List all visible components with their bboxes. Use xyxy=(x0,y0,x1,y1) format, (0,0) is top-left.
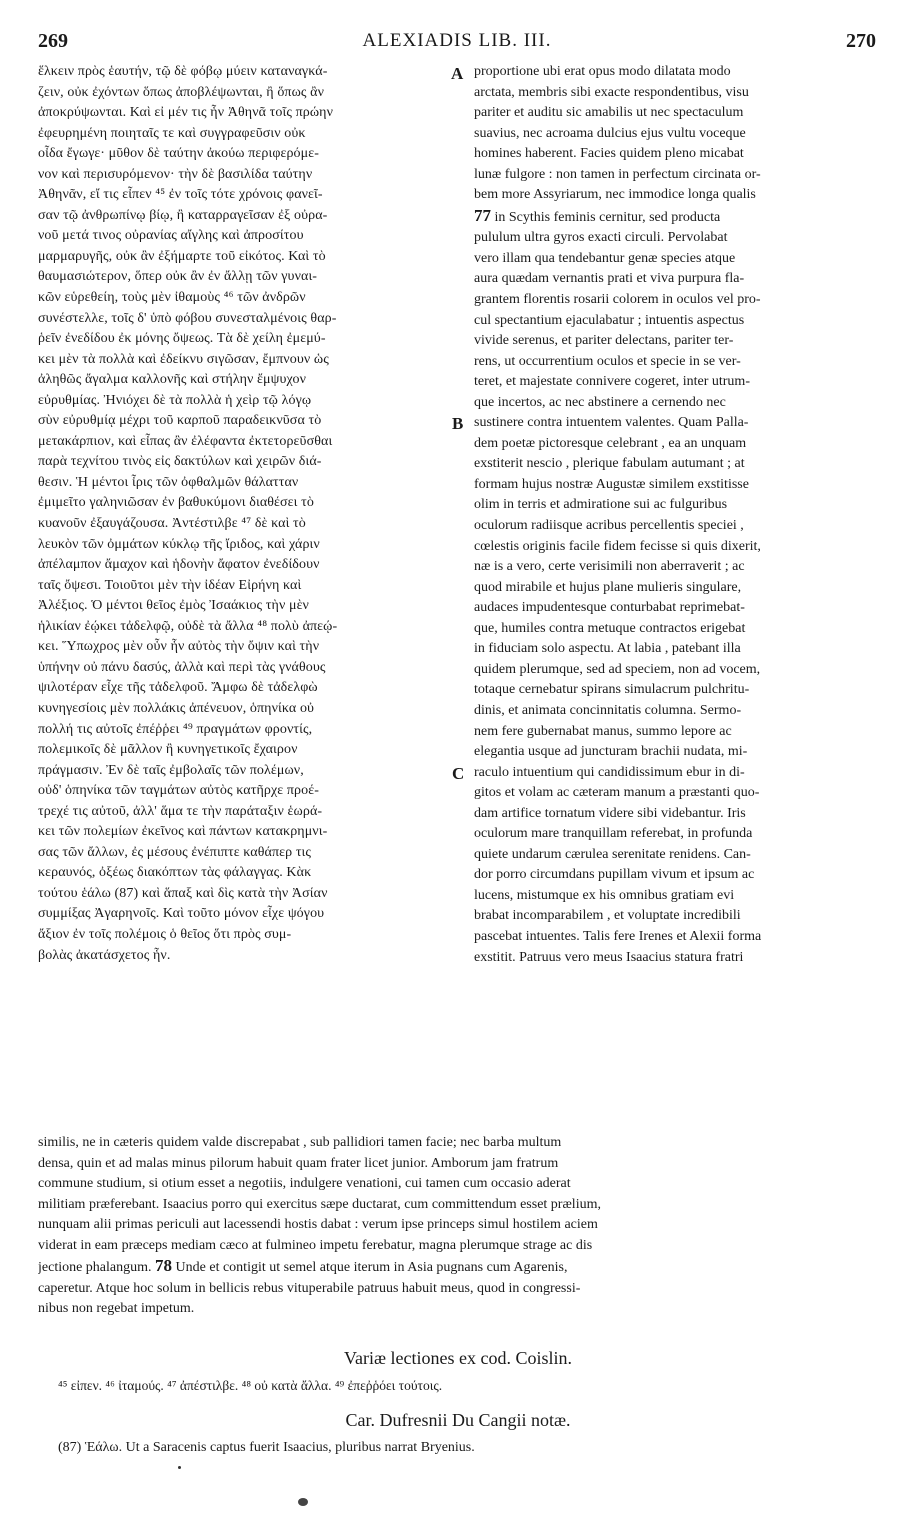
latin-text-line: quidem plerumque, sed ad speciem, non ad vocem, xyxy=(474,661,761,677)
greek-text-line: ἕλκειν πρὸς ἑαυτήν, τῷ δὲ φόβῳ μύειν καταναγκά- xyxy=(38,64,328,79)
greek-text-line: οἶδα ἔγωγε· μῦθον δὲ ταύτην ἀκούω περιφερόμε- xyxy=(38,146,320,162)
greek-text-line: ταῖς ὄψεσι. Τοιοῦτοι μὲν τὴν ἰδέαν Εἰρήνη καὶ xyxy=(38,577,302,593)
latin-text-line: in fiduciam solo aspectu. At labia , patebant illa xyxy=(474,641,741,657)
latin-text-line: quod mirabile et hujus plane mulieris singulare, xyxy=(474,579,742,595)
latin-text-line: lucens, mistumque ex his omnibus gratiam evi xyxy=(474,887,735,903)
greek-text-line: νοῦ μετά τινος οὐρανίας αἴγλης καὶ ἀπροσίτου xyxy=(38,228,304,244)
greek-text-line: πολλή τις αὐτοῖς ἐπέῤῥει ⁴⁹ πραγμάτων φροντίς, xyxy=(38,721,313,737)
latin-text-line: grantem florentis rosarii colorem in oculos vel pro- xyxy=(474,292,761,308)
greek-text-line: ψιλοτέραν εἶχε τῆς τἀδελφοῦ. Ἄμφω δὲ τἀδελφὼ xyxy=(38,680,318,696)
latin-text-line: nibus non regebat impetum. xyxy=(38,1301,195,1316)
ink-speck xyxy=(178,1466,181,1469)
ink-smudge xyxy=(298,1498,308,1506)
latin-text-line: lunæ fulgore : non tamen in perfectum circinata or- xyxy=(474,166,761,182)
latin-text-line: exstiterit nescio , plerique fabulam autumant ; at xyxy=(474,456,745,472)
latin-text-line: bem more Assyriarum, nec immodice longa qualis xyxy=(474,187,756,203)
greek-text-line: οὐδ' ὁπηνίκα τῶν ταγμάτων αὐτὸς κατῆρχε προέ- xyxy=(38,783,319,799)
section-marker-c: C xyxy=(452,764,465,783)
greek-text-line: κυνηγεσίοις μὲν πολλάκις ἀπένευον, ὁπηνίκα οὐ xyxy=(38,700,315,716)
latin-text-line: 77 in Scythis feminis cernitur, sed producta xyxy=(474,205,721,225)
greek-text-line: κει. Ὕπωχρος μὲν οὖν ἦν αὐτὸς τὴν ὄψιν καὶ τὴν xyxy=(38,639,320,655)
latin-full-width-text xyxy=(38,1133,878,1320)
greek-text-line: βολὰς ἀκατάσχετος ἦν. xyxy=(38,947,171,963)
page-header xyxy=(38,30,876,58)
latin-text-line: næ is a vero, certe verisimili non aberraverit ; ac xyxy=(474,559,745,575)
latin-text-line: dem poetæ pictoresque celebrant , ea an unquam xyxy=(474,435,747,451)
greek-text-line: σὺν εὐρυθμίᾳ μέχρι τοῦ καρποῦ παραδεικνῦσα τὸ xyxy=(38,413,322,429)
latin-text-line: gitos et volam ac cæteram manum a præstanti quo- xyxy=(474,785,760,801)
latin-text-line: rens, ut occurrentium oculos et specie in se ver- xyxy=(474,353,741,369)
greek-text-line: νον καὶ περισυρόμενον· τὴν δὲ βασιλίδα ταύτην xyxy=(38,166,313,182)
latin-text-line: commune studium, si otium esset a negotiis, indulgere venationi, cui tamen cum occasio aderat xyxy=(38,1176,571,1191)
greek-text-line: ἄξιον ἐν τοῖς πολέμοις ὁ θεῖος ὅτι πρὸς συμ- xyxy=(38,926,292,942)
latin-text-line: homines haberent. Facies quidem pleno micabat xyxy=(474,146,744,162)
latin-text-line: arctata, membris sibi exacte respondentibus, visu xyxy=(474,84,749,100)
page-number-left: 269 xyxy=(38,30,68,52)
greek-text-line: ἐμιμεῖτο γαληνιῶσαν ἐν βαθυκύμονι διαθέσει τὸ xyxy=(38,495,314,511)
greek-text-line: σαν τῷ ἀνθρωπίνῳ βίῳ, ἢ καταρραγεῖσαν ἐξ οὐρα- xyxy=(38,207,328,223)
greek-text-line: τούτου ἑάλω (87) καὶ ἅπαξ καὶ δὶς κατὰ τὴν Ἀσίαν xyxy=(38,885,328,901)
latin-text-line: pariter et auditu sic amabilis ut nec spectaculum xyxy=(474,105,744,121)
greek-text-line: πράγμασιν. Ἐν δὲ ταῖς ἐμβολαῖς τῶν πολέμων, xyxy=(38,762,304,778)
greek-text-line: ἐφευρημένη ποιηταῖς τε καὶ συγγραφεῦσιν οὐκ xyxy=(38,125,306,141)
section-number: 78 xyxy=(155,1256,173,1275)
greek-text-line: θαυμασιώτερον, ὅπερ οὐκ ἂν ἐν ἄλλῃ τῶν γυναι- xyxy=(38,269,318,285)
note-87: (87) Ἑάλω. Ut a Saracenis captus fuerit Isaacius, pluribus narrat Bryenius. xyxy=(58,1440,475,1455)
latin-text-line: vero illam qua tendebantur genæ species atque xyxy=(474,250,736,266)
running-title: ALEXIADIS LIB. III. xyxy=(362,30,552,51)
latin-text-line: oculorum mare tranquillam referebat, in profunda xyxy=(474,826,753,842)
greek-text-line: λευκὸν τῶν ὀμμάτων κύκλῳ τῆς ἴριδος, καὶ χάριν xyxy=(38,536,320,552)
latin-text-line: vivide serenus, et pariter delectans, pariter ter- xyxy=(474,333,734,349)
greek-text-line: εὐρυθμίας. Ἠνιόχει δὲ τὰ πολλὰ ἡ χεὶρ τῷ λόγῳ xyxy=(38,392,312,408)
greek-text-line: κει τῶν πολεμίων ἐκεῖνος καὶ πάντων κατακρημνι- xyxy=(38,824,328,840)
greek-text-line: Ἀθηνᾶν, εἴ τις εἶπεν ⁴⁵ ἐν τοῖς τότε χρόνοις φανεῖ- xyxy=(38,187,323,203)
latin-text-line: olim in terris et admiratione sui ac fulguribus xyxy=(474,497,728,513)
latin-text-line: viderat in eam præceps mediam cæco at fulmineo impetu ferebatur, magna plerumque strage ac dis xyxy=(38,1237,593,1253)
latin-text-line: audaces impudentesque conturbabat reprimebat- xyxy=(474,600,745,616)
latin-text-line: caperetur. Atque hoc solum in bellicis rebus vituperabile patruus habuit meus, quod in congressi- xyxy=(38,1280,581,1296)
section-marker-a: A xyxy=(451,64,464,83)
variae-lectiones-heading: Variæ lectiones ex cod. Coislin. xyxy=(344,1348,572,1368)
latin-text-line: cul spectantium ejaculabatur ; intuentis aspectus xyxy=(474,312,745,328)
greek-text-line: κυανοῦν ἐξαυγάζουσα. Ἀντέστιλβε ⁴⁷ δὲ καὶ τὸ xyxy=(38,516,306,532)
latin-text-line: que incertos, ac nec abstinere a cernendo nec xyxy=(474,394,726,410)
greek-text-line: σας τῶν ἄλλων, ἐς μέσους ἐνέπιπτε καθάπερ τις xyxy=(38,844,312,860)
greek-text-line: κεραυνός, ὀξέως διακόπτων τὰς φάλαγγας. Κὰκ xyxy=(38,865,312,881)
greek-text-line: ἀπέλαμπον ἄμαχον καὶ ἡδονὴν ἄφατον ἐνεδίδουν xyxy=(38,557,320,573)
latin-text-line: aura quædam vernantis prati et viva purpura fla- xyxy=(474,271,745,287)
greek-text-line: συνέστελλε, τοῖς δ' ὑπὸ φόβου συνεσταλμένοις θαρ- xyxy=(38,310,337,326)
section-marker-b: B xyxy=(452,414,464,433)
greek-text-line: πολεμικοῖς δὲ μᾶλλον ἢ κυνηγετικοῖς ἔχαιρον xyxy=(38,742,298,758)
greek-text-line: Ἀλέξιος. Ὁ μέντοι θεῖος ἐμὸς Ἰσαάκιος τὴν μὲν xyxy=(38,598,309,614)
latin-text-line: nem fere gubernabat manus, summo lepore ac xyxy=(474,723,732,739)
latin-text-line: quiete undarum cærulea serenitate renidens. Can- xyxy=(474,846,751,862)
section-number: 77 xyxy=(474,205,491,225)
greek-text-line: ὑπήνην οὐ πάνυ δασύς, ἀλλὰ καὶ περὶ τὰς γνάθους xyxy=(38,659,326,675)
latin-text-line: pululum ultra gyros exacti circuli. Pervolabat xyxy=(474,230,728,246)
latin-text-line: cœlestis originis facile fidem fecisse si quis dixerit, xyxy=(474,538,761,554)
greek-text-line: τρεχέ τις αὐτοῦ, ἀλλ' ἅμα τε τὴν παράταξιν ἑωρά- xyxy=(38,803,323,819)
greek-text-line: ἀληθῶς ἄγαλμα καλλονῆς καὶ στήλην ἔμψυχον xyxy=(38,372,307,388)
latin-text-line: formam hujus nostræ Augustæ similem exstitisse xyxy=(474,476,749,492)
greek-text-line: παρὰ τεχνίτου τινὸς εἰς δακτύλων καὶ χειρῶν διά- xyxy=(38,454,322,470)
latin-text-line: totaque cernebatur spirans simulacrum pulchritu- xyxy=(474,682,750,698)
latin-text-line: dam artifice tornatum videre sibi videbantur. Iris xyxy=(474,805,746,821)
latin-text-line: suavius, nec acroama dulcius ejus vultu voceque xyxy=(474,125,746,141)
greek-text-line: κει μὲν τὰ πολλὰ καὶ ἐδείκνυ σιγῶσαν, ἔμπνουν ὡς xyxy=(38,351,329,367)
greek-text-line: θεσιν. Ἡ μέντοι ἶρις τῶν ὀφθαλμῶν θάλατταν xyxy=(38,474,299,490)
latin-text-line: jectione phalangum. 78 Unde et contigit ut semel atque iterum in Asia pugnans cum Agarenis, xyxy=(38,1256,568,1275)
latin-text-line: elegantia usque ad juncturam brachii nudata, mi- xyxy=(474,744,748,760)
greek-text-line: κῶν εὑρεθείη, τοὺς μὲν ἰθαμοὺς ⁴⁶ τῶν ἀνδρῶν xyxy=(38,290,306,306)
latin-text-line: dinis, et animata concinnitatis columna. Sermo- xyxy=(474,702,742,718)
greek-text-line: μαρμαρυγῆς, οὐκ ἂν ἐξήμαρτε τοῦ εἰκότος. Καὶ τὸ xyxy=(38,248,326,264)
latin-text-line: oculorum radiisque acribus percellentis speciei , xyxy=(474,518,744,534)
latin-text-line: brabat incomparabilem , et voluptate incredibili xyxy=(474,908,741,924)
greek-text-line: ζειν, οὐκ ἐχόντων ὅπως ἀποβλέψωνται, ἢ ὅπως ἂν xyxy=(38,84,325,100)
latin-text-line: militiam præferebant. Isaacius porro qui exercitus sæpe ductarat, cum committendum esset prælium, xyxy=(38,1196,601,1212)
latin-text-line: pascebat intuentes. Talis fere Irenes et Alexii forma xyxy=(474,928,762,944)
greek-text-line: συμμίξας Ἀγαρηνοῖς. Καὶ τοῦτο μόνον εἶχε ψόγου xyxy=(38,906,325,922)
latin-text-line: densa, quin et ad malas minus pilorum habuit quam frater licet junior. Amborum jam fratrum xyxy=(38,1155,559,1171)
notes-heading: Car. Dufresnii Du Cangii notæ. xyxy=(345,1410,571,1430)
latin-text-line: que, humiles contra metuque contractos erigebat xyxy=(474,620,746,636)
latin-text-line: proportione ubi erat opus modo dilatata modo xyxy=(474,64,731,79)
latin-text-line: exstitit. Patruus vero meus Isaacius statura fratri xyxy=(474,949,744,965)
page-number-right: 270 xyxy=(846,30,876,52)
variae-lectiones-line: ⁴⁵ εἰπεν. ⁴⁶ ἰταμούς. ⁴⁷ ἀπέστιλβε. ⁴⁸ οὐ κατὰ ἄλλα. ⁴⁹ ἐπεῤῥόει τούτοις. xyxy=(58,1378,443,1393)
latin-text-line: dor porro circumdans pupillam vivum et ipsum ac xyxy=(474,867,755,883)
latin-text-line: teret, et majestate connivere cogeret, inter utrum- xyxy=(474,374,750,390)
latin-text-line: raculo intuentium qui candidissimum ebur in di- xyxy=(474,764,745,780)
greek-text-line: ἀποκρύψωνται. Καὶ εἰ μέν τις ἦν Ἀθηνᾶ τοῖς πρώην xyxy=(38,105,334,121)
greek-text-line: ἡλικίαν ἐῴκει τἀδελφῷ, οὐδὲ τὰ ἄλλα ⁴⁸ πολὺ ἀπεῴ- xyxy=(38,618,338,634)
latin-text-column xyxy=(474,62,878,968)
greek-text-column xyxy=(38,62,456,966)
greek-text-line: ῥεῖν ἐνεδίδου ἐκ μόνης ὄψεως. Τὰ δὲ χείλη ἐμεμύ- xyxy=(38,331,326,347)
latin-text-line: similis, ne in cæteris quidem valde discrepabat , sub pallidiori tamen facie; nec barba multum xyxy=(38,1135,562,1150)
greek-text-line: μετακάρπιον, καὶ εἶπας ἂν ἐλέφαντα ἐκτετορεῦσθαι xyxy=(38,433,333,449)
latin-text-line: nunquam alii primas periculi aut lacessendi hostis dabat : verum ipse princeps simul hostilem aciem xyxy=(38,1217,598,1232)
latin-text-line: sustinere contra intuentem valentes. Quam Palla- xyxy=(474,415,749,431)
